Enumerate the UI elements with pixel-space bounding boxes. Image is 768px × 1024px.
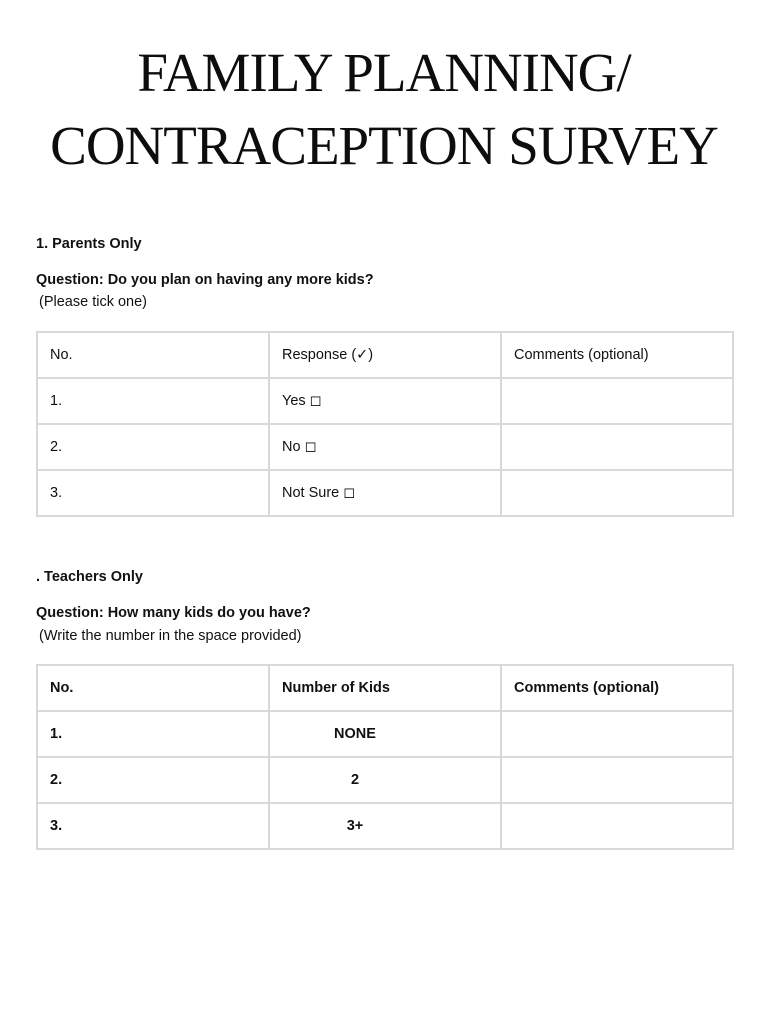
row-number: 3. bbox=[37, 470, 269, 516]
comment-cell[interactable] bbox=[501, 803, 733, 849]
section-2-instruction: (Write the number in the space provided) bbox=[39, 628, 302, 644]
table-row bbox=[37, 378, 733, 424]
column-header-comments: Comments (optional) bbox=[501, 665, 733, 711]
comment-cell[interactable] bbox=[501, 470, 733, 516]
column-header-no: No. bbox=[37, 332, 269, 378]
response-option-no[interactable]: No ◻ bbox=[269, 424, 501, 470]
comment-cell[interactable] bbox=[501, 424, 733, 470]
section-1-instruction: (Please tick one) bbox=[39, 294, 147, 310]
section-1-heading: 1. Parents Only bbox=[36, 236, 142, 252]
section-1-question: Question: Do you plan on having any more kids? bbox=[36, 272, 374, 288]
comment-cell[interactable] bbox=[501, 757, 733, 803]
page-title-line-2: CONTRACEPTION SURVEY bbox=[50, 115, 718, 176]
column-header-response: Response (✓) bbox=[269, 332, 501, 378]
response-option-yes[interactable]: Yes ◻ bbox=[269, 378, 501, 424]
page-title-line-1: FAMILY PLANNING/ bbox=[137, 42, 631, 103]
number-of-kids-cell[interactable]: 2 bbox=[269, 757, 501, 803]
comment-cell[interactable] bbox=[501, 378, 733, 424]
column-header-no: No. bbox=[37, 665, 269, 711]
page-title bbox=[0, 36, 768, 182]
row-number: 2. bbox=[37, 424, 269, 470]
table-row bbox=[37, 424, 733, 470]
column-header-comments: Comments (optional) bbox=[501, 332, 733, 378]
comment-cell[interactable] bbox=[501, 711, 733, 757]
table-header-row bbox=[37, 665, 733, 711]
row-number: 3. bbox=[37, 803, 269, 849]
section-2-question: Question: How many kids do you have? bbox=[36, 605, 311, 621]
row-number: 2. bbox=[37, 757, 269, 803]
column-header-number-of-kids: Number of Kids bbox=[269, 665, 501, 711]
table-row bbox=[37, 470, 733, 516]
response-option-not-sure[interactable]: Not Sure ◻ bbox=[269, 470, 501, 516]
row-number: 1. bbox=[37, 711, 269, 757]
teachers-kids-table bbox=[36, 664, 734, 850]
table-header-row bbox=[37, 332, 733, 378]
table-row bbox=[37, 757, 733, 803]
table-row bbox=[37, 711, 733, 757]
parents-response-table bbox=[36, 331, 734, 517]
number-of-kids-cell[interactable]: NONE bbox=[269, 711, 501, 757]
number-of-kids-cell[interactable]: 3+ bbox=[269, 803, 501, 849]
table-row bbox=[37, 803, 733, 849]
section-2-heading: . Teachers Only bbox=[36, 569, 143, 585]
row-number: 1. bbox=[37, 378, 269, 424]
